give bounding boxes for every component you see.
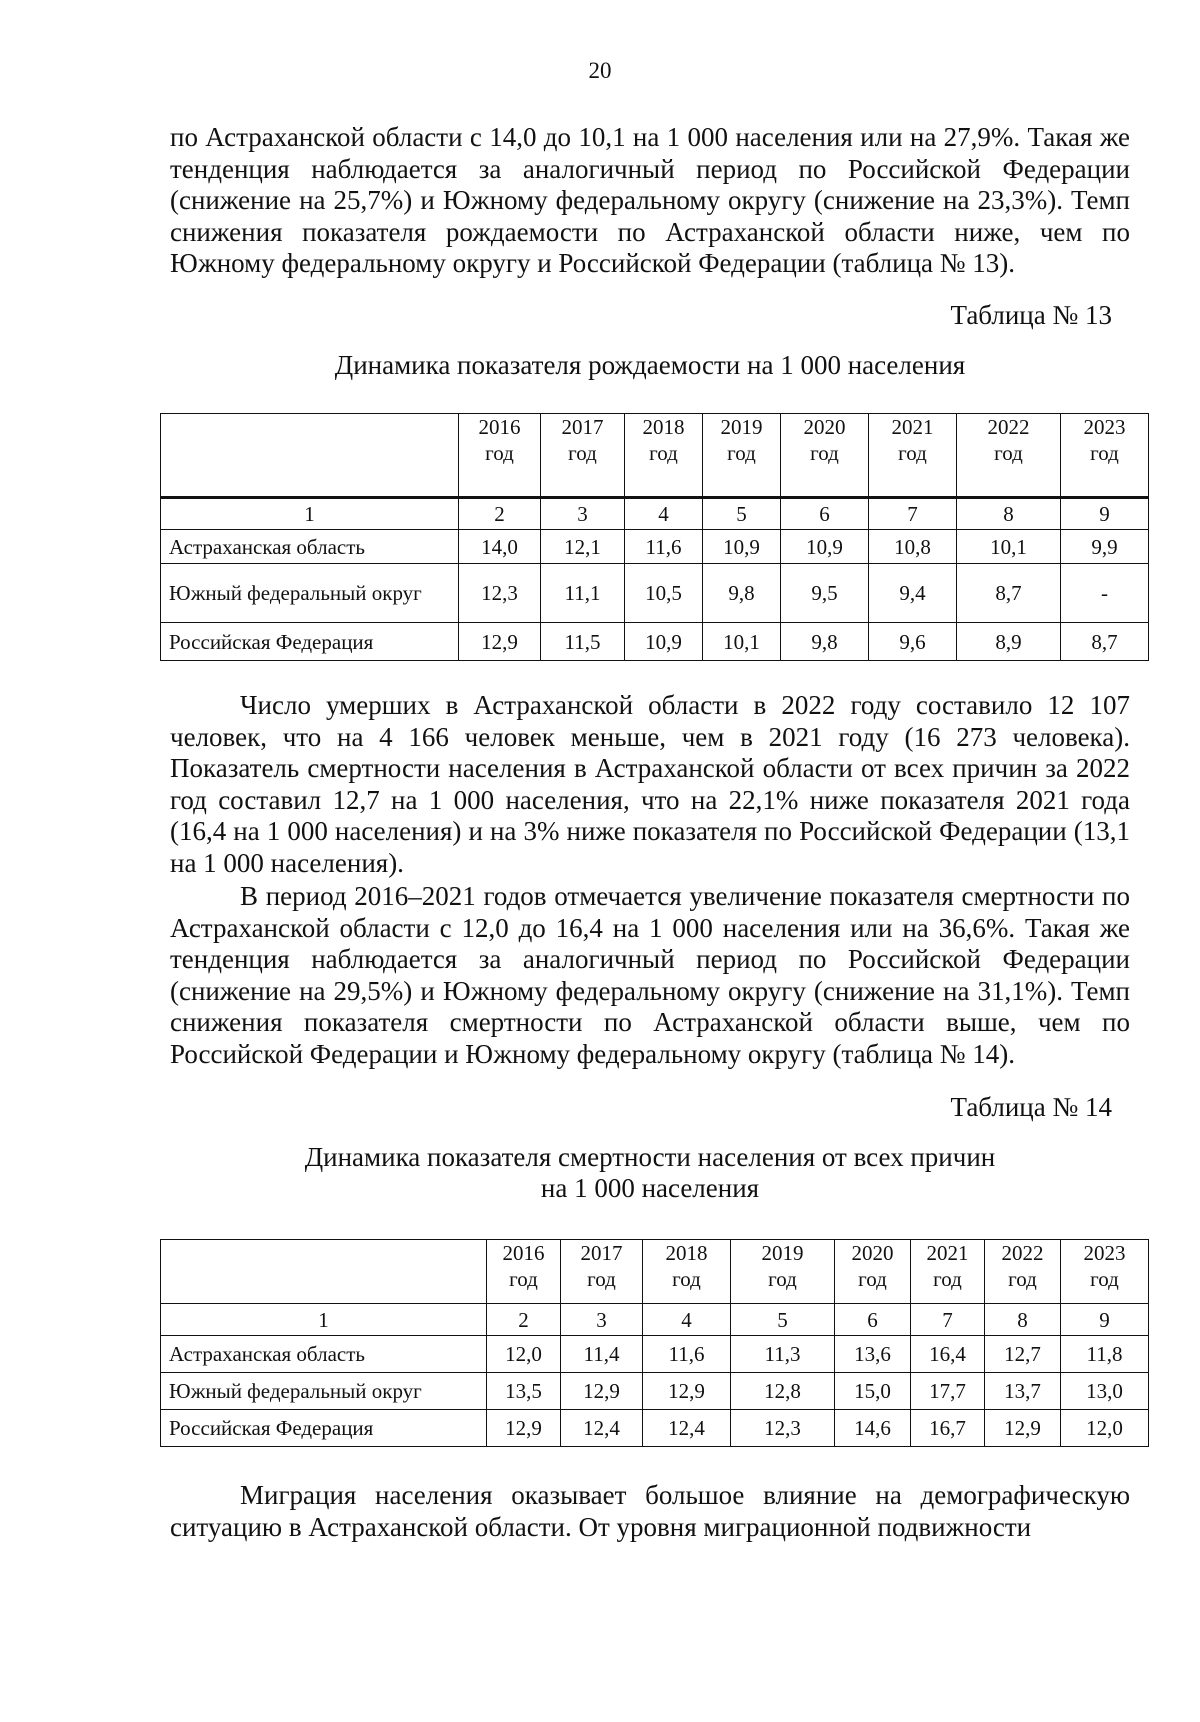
column-number: 9 (1061, 1304, 1149, 1336)
year-header: 2020 год (835, 1240, 911, 1304)
table-header-row (161, 414, 1149, 498)
year-header: 2017 год (541, 414, 625, 498)
mortality-rate-table (160, 1239, 1149, 1447)
column-number: 3 (541, 498, 625, 530)
year-header: 2019 год (703, 414, 781, 498)
column-number: 1 (161, 498, 459, 530)
column-number: 4 (625, 498, 703, 530)
value-cell: 8,9 (957, 623, 1061, 661)
value-cell: 8,7 (1061, 623, 1149, 661)
column-number-row (161, 1304, 1149, 1336)
row-name: Российская Федерация (161, 623, 459, 661)
column-number: 1 (161, 1304, 487, 1336)
table-row (161, 530, 1149, 564)
value-cell: 9,6 (869, 623, 957, 661)
value-cell: 12,9 (459, 623, 541, 661)
paragraph-birth-rate: по Астраханской области с 14,0 до 10,1 на 1 000 населения или на 27,9%. Такая же тенденция наблюдается за аналогичный период по Российской Федерации (снижение на 25,7%) и Южному федеральному округу (снижение на 23,3%). Темп снижения показателя рождаемости по Астраханской области ниже, чем по Южному федеральному округу и Российской Федерации (таблица № 13). (170, 122, 1130, 278)
value-cell: 16,4 (911, 1336, 985, 1373)
column-number: 6 (835, 1304, 911, 1336)
value-cell: 9,8 (703, 564, 781, 623)
value-cell: 14,0 (459, 530, 541, 564)
value-cell: 13,0 (1061, 1373, 1149, 1410)
page-number: 20 (588, 58, 612, 83)
value-cell: 12,0 (487, 1336, 561, 1373)
column-number: 3 (561, 1304, 643, 1336)
table-13-label: Таблица № 13 (950, 300, 1112, 330)
table-row (161, 623, 1149, 661)
table-row (161, 1373, 1149, 1410)
value-cell: 11,6 (643, 1336, 731, 1373)
value-cell: 10,1 (703, 623, 781, 661)
value-cell: 12,8 (731, 1373, 835, 1410)
value-cell: 9,5 (781, 564, 869, 623)
column-number: 5 (731, 1304, 835, 1336)
value-cell: 12,4 (643, 1410, 731, 1447)
column-number: 8 (957, 498, 1061, 530)
year-header: 2016 год (487, 1240, 561, 1304)
column-number: 8 (985, 1304, 1061, 1336)
value-cell: 8,7 (957, 564, 1061, 623)
value-cell: 11,8 (1061, 1336, 1149, 1373)
year-header: 2018 год (643, 1240, 731, 1304)
table-row (161, 1410, 1149, 1447)
value-cell: 12,1 (541, 530, 625, 564)
value-cell: 11,1 (541, 564, 625, 623)
value-cell: 10,1 (957, 530, 1061, 564)
value-cell: 12,9 (487, 1410, 561, 1447)
value-cell: 9,4 (869, 564, 957, 623)
value-cell: 9,8 (781, 623, 869, 661)
value-cell: 12,9 (643, 1373, 731, 1410)
value-cell: 9,9 (1061, 530, 1149, 564)
row-name: Южный федеральный округ (161, 564, 459, 623)
value-cell: 12,7 (985, 1336, 1061, 1373)
column-number: 7 (869, 498, 957, 530)
value-cell: 10,5 (625, 564, 703, 623)
year-header: 2019 год (731, 1240, 835, 1304)
paragraph-deaths-2022: Число умерших в Астраханской области в 2022 году составило 12 107 человек, что на 4 166 человек меньше, чем в 2021 году (16 273 человека). Показатель смертности населения в Астраханской области от всех причин за 2022 год составил 12,7 на 1 000 населения, что на 22,1% ниже показателя 2021 года (16,4 на 1 000 населения) и на 3% ниже показателя по Российской Федерации (13,1 на 1 000 населения). (170, 690, 1130, 878)
value-cell: 11,3 (731, 1336, 835, 1373)
table-14-title-line-1: Динамика показателя смертности населения от всех причин (304, 1142, 996, 1172)
year-header: 2023 год (1061, 1240, 1149, 1304)
column-number: 5 (703, 498, 781, 530)
value-cell: 12,0 (1061, 1410, 1149, 1447)
year-header: 2022 год (957, 414, 1061, 498)
value-cell: 11,5 (541, 623, 625, 661)
column-number: 7 (911, 1304, 985, 1336)
table-13-title: Динамика показателя рождаемости на 1 000 населения (334, 350, 966, 380)
value-cell: 12,3 (731, 1410, 835, 1447)
value-cell: 10,9 (781, 530, 869, 564)
year-header: 2017 год (561, 1240, 643, 1304)
value-cell: 12,9 (985, 1410, 1061, 1447)
column-number: 2 (487, 1304, 561, 1336)
year-header: 2020 год (781, 414, 869, 498)
header-empty-cell (161, 414, 459, 498)
column-number: 4 (643, 1304, 731, 1336)
value-cell: 16,7 (911, 1410, 985, 1447)
column-number: 2 (459, 498, 541, 530)
row-name: Южный федеральный округ (161, 1373, 487, 1410)
year-header: 2021 год (911, 1240, 985, 1304)
birth-rate-table (160, 413, 1149, 661)
table-row (161, 1336, 1149, 1373)
row-name: Астраханская область (161, 530, 459, 564)
value-cell: 13,7 (985, 1373, 1061, 1410)
value-cell: 10,9 (625, 623, 703, 661)
column-number: 6 (781, 498, 869, 530)
table-header-row (161, 1240, 1149, 1304)
value-cell: 10,8 (869, 530, 957, 564)
table-14-title-line-2: на 1 000 населения (540, 1173, 760, 1203)
year-header: 2022 год (985, 1240, 1061, 1304)
value-cell: 10,9 (703, 530, 781, 564)
value-cell: 17,7 (911, 1373, 985, 1410)
paragraph-mortality-trend: В период 2016–2021 годов отмечается увеличение показателя смертности по Астраханской области с 12,0 до 16,4 на 1 000 населения или на 36,6%. Такая же тенденция наблюдается за аналогичный период по Российской Федерации (снижение на 29,5%) и Южному федеральному округу (снижение на 31,1%). Темп снижения показателя смертности по Астраханской области выше, чем по Российской Федерации и Южному федеральному округу (таблица № 14). (170, 881, 1130, 1069)
value-cell: 12,3 (459, 564, 541, 623)
value-cell: 11,6 (625, 530, 703, 564)
year-header: 2021 год (869, 414, 957, 498)
table-row (161, 564, 1149, 623)
header-empty-cell (161, 1240, 487, 1304)
value-cell: 11,4 (561, 1336, 643, 1373)
value-cell: 14,6 (835, 1410, 911, 1447)
row-name: Астраханская область (161, 1336, 487, 1373)
paragraph-migration: Миграция населения оказывает большое влияние на демографическую ситуацию в Астраханской области. От уровня миграционной подвижности (170, 1480, 1130, 1542)
value-cell: 12,9 (561, 1373, 643, 1410)
value-cell: 12,4 (561, 1410, 643, 1447)
value-cell: 15,0 (835, 1373, 911, 1410)
year-header: 2018 год (625, 414, 703, 498)
year-header: 2023 год (1061, 414, 1149, 498)
column-number-row (161, 498, 1149, 530)
table-14-label: Таблица № 14 (950, 1092, 1112, 1122)
row-name: Российская Федерация (161, 1410, 487, 1447)
year-header: 2016 год (459, 414, 541, 498)
column-number: 9 (1061, 498, 1149, 530)
value-cell: 13,5 (487, 1373, 561, 1410)
value-cell: - (1061, 564, 1149, 623)
value-cell: 13,6 (835, 1336, 911, 1373)
